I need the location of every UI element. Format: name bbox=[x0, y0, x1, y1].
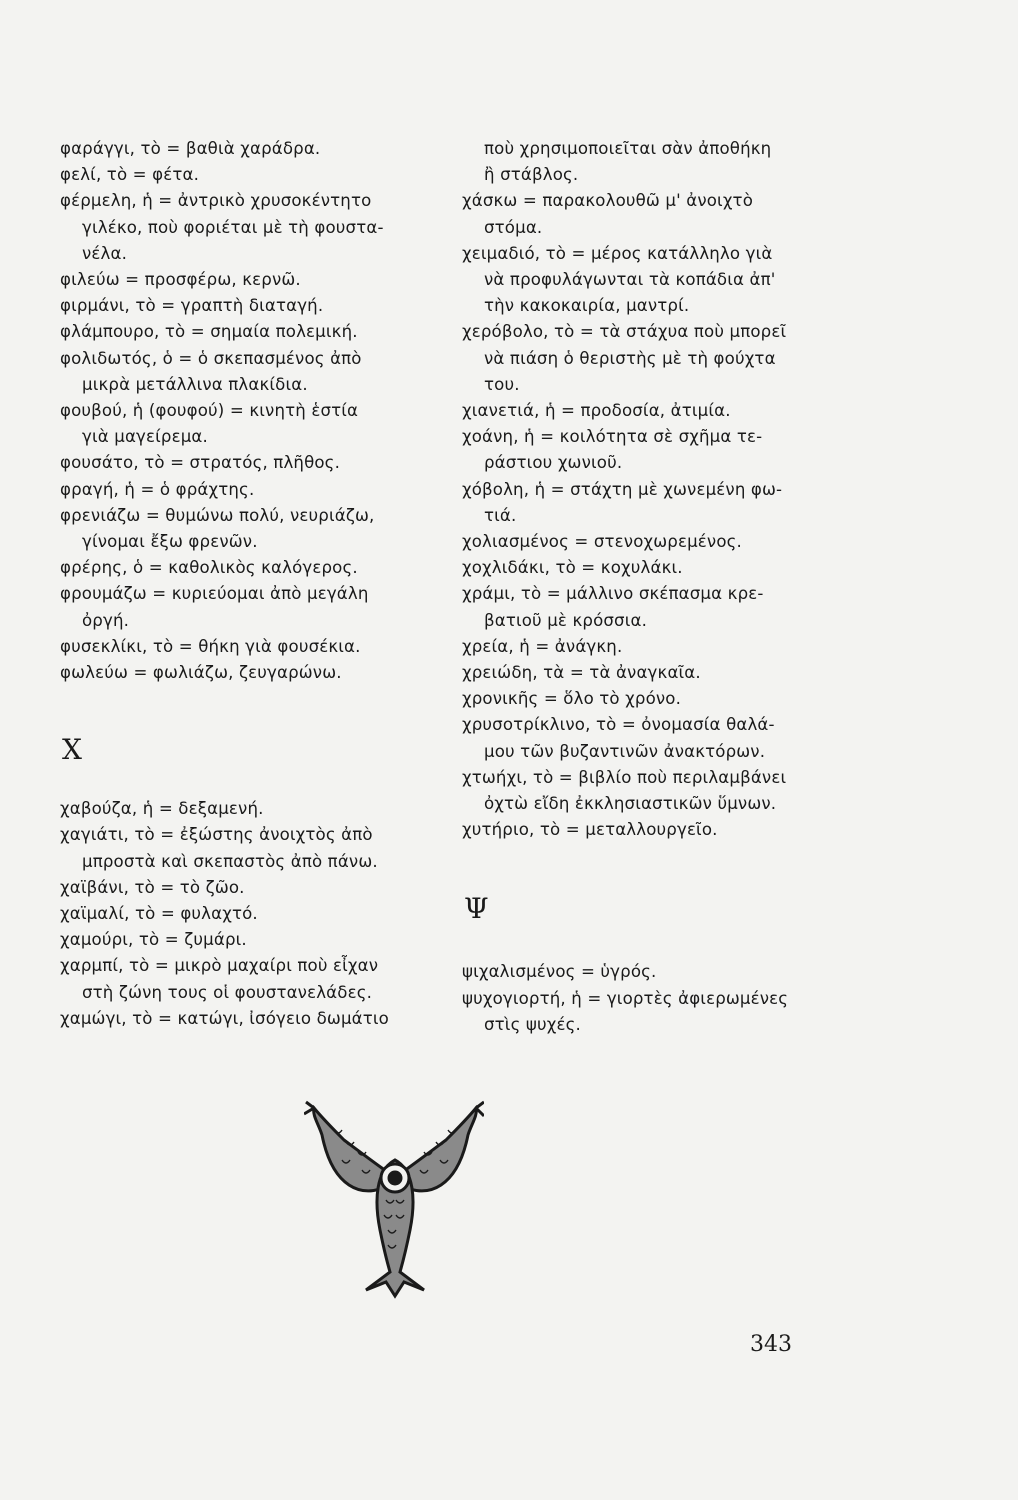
right-column bbox=[462, 136, 802, 1038]
chi-entries bbox=[60, 796, 440, 1032]
glossary-entry: χοχλιδάκι, τὸ = κοχυλάκι. bbox=[462, 558, 683, 578]
glossary-entry: χρειώδη, τὰ = τὰ ἀναγκαῖα. bbox=[462, 663, 701, 683]
glossary-entry: χράμι, τὸ = μάλλινο σκέπασμα κρε- βατιοῦ μὲ κρόσσια. bbox=[462, 584, 764, 630]
glossary-entry: φελί, τὸ = φέτα. bbox=[60, 165, 200, 185]
glossary-entry: φραγή, ἡ = ὁ φράχτης. bbox=[60, 479, 255, 499]
section-letter-chi: Χ bbox=[62, 733, 82, 767]
glossary-entry: φιρμάνι, τὸ = γραπτὴ διαταγή. bbox=[60, 296, 324, 316]
glossary-entry: χάσκω = παρακολουθῶ μ' ἀνοιχτὸ στόμα. bbox=[462, 191, 753, 237]
glossary-entry: χαμώγι, τὸ = κατώγι, ἰσόγειο δωμάτιο bbox=[60, 1008, 389, 1028]
glossary-entry: χτωήχι, τὸ = βιβλίο ποὺ περιλαμβάνει ὀχτὼ εἴδη ἐκκλησιαστικῶν ὕμνων. bbox=[462, 767, 787, 814]
glossary-entry: φρουμάζω = κυριεύομαι ἀπὸ μεγάλη ὀργή. bbox=[60, 584, 369, 630]
glossary-entry: φουσάτο, τὸ = στρατός, πλῆθος. bbox=[60, 453, 340, 473]
glossary-entry: φολιδωτός, ὁ = ὁ σκεπασμένος ἀπὸ μικρὰ μετάλλινα πλακίδια. bbox=[60, 348, 362, 394]
three-fish-icon bbox=[304, 1100, 484, 1300]
glossary-entry: φρενιάζω = θυμώνω πολύ, νευριάζω, γίνομαι ἔξω φρενῶν. bbox=[60, 505, 375, 552]
glossary-entry: χαμούρι, τὸ = ζυμάρι. bbox=[60, 930, 247, 950]
glossary-entry: ψιχαλισμένος = ὑγρός. bbox=[462, 962, 657, 982]
glossary-entry: χρυσοτρίκλινο, τὸ = ὀνομασία θαλά- μου τῶν βυζαντινῶν ἀνακτόρων. bbox=[462, 715, 775, 761]
glossary-entry: χαϊμαλί, τὸ = φυλαχτό. bbox=[60, 904, 258, 924]
glossary-entry: φιλεύω = προσφέρω, κερνῶ. bbox=[60, 270, 301, 290]
glossary-entry: φαράγγι, τὸ = βαθιὰ χαράδρα. bbox=[60, 139, 321, 158]
glossary-entry: φέρμελη, ἡ = ἀντρικὸ χρυσοκέντητο γιλέκο, ποὺ φοριέται μὲ τὴ φουστα- νέλα. bbox=[60, 191, 384, 263]
glossary-entry: ποὺ χρησιμοποιεῖται σὰν ἀποθήκη ἢ στάβλος. bbox=[484, 139, 772, 185]
left-column bbox=[60, 136, 440, 1032]
glossary-entry: χειμαδιό, τὸ = μέρος κατάλληλο γιὰ νὰ προφυλάγωνται τὰ κοπάδια ἀπ' τὴν κακοκαιρία, μαντρί. bbox=[462, 243, 776, 316]
glossary-entry: χυτήριο, τὸ = μεταλλουργεῖο. bbox=[462, 820, 718, 840]
phi-entries bbox=[60, 136, 440, 686]
glossary-entry: χαβούζα, ἡ = δεξαμενή. bbox=[60, 799, 264, 819]
glossary-entry: χοάνη, ἡ = κοιλότητα σὲ σχῆμα τε- ράστιου χωνιοῦ. bbox=[462, 427, 763, 473]
page-number: 343 bbox=[750, 1332, 792, 1357]
glossary-entry: χρονικῆς = ὅλο τὸ χρόνο. bbox=[462, 689, 682, 709]
glossary-entry: χαϊβάνι, τὸ = τὸ ζῶο. bbox=[60, 877, 245, 897]
section-letter-psi: Ψ bbox=[464, 892, 489, 926]
glossary-entry: χαρμπί, τὸ = μικρὸ μαχαίρι ποὺ εἶχαν στὴ ζώνη τους οἱ φουστανελάδες. bbox=[60, 956, 379, 1002]
glossary-entry: χιανετιά, ἡ = προδοσία, ἀτιμία. bbox=[462, 401, 731, 421]
glossary-entry: φωλεύω = φωλιάζω, ζευγαρώνω. bbox=[60, 663, 342, 683]
glossary-entry: φυσεκλίκι, τὸ = θήκη γιὰ φουσέκια. bbox=[60, 636, 361, 656]
glossary-entry: φουβού, ἡ (φουφού) = κινητὴ ἑστία γιὰ μαγείρεμα. bbox=[60, 401, 359, 447]
chi-entries-continued bbox=[462, 136, 802, 843]
glossary-entry: χερόβολο, τὸ = τὰ στάχυα ποὺ μπορεῖ νὰ πιάση ὁ θεριστὴς μὲ τὴ φούχτα του. bbox=[462, 322, 787, 394]
glossary-entry: ψυχογιορτή, ἡ = γιορτὲς ἀφιερωμένες στὶς ψυχές. bbox=[462, 988, 789, 1034]
glossary-entry: φλάμπουρο, τὸ = σημαία πολεμική. bbox=[60, 322, 358, 342]
glossary-entry: χολιασμένος = στενοχωρεμένος. bbox=[462, 532, 742, 552]
glossary-entry: φρέρης, ὁ = καθολικὸς καλόγερος. bbox=[60, 558, 358, 578]
glossary-entry: χόβολη, ἡ = στάχτη μὲ χωνεμένη φω- τιά. bbox=[462, 479, 783, 525]
glossary-entry: χαγιάτι, τὸ = ἐξώστης ἀνοιχτὸς ἀπὸ μπροστὰ καὶ σκεπαστὸς ἀπὸ πάνω. bbox=[60, 825, 378, 871]
glossary-entry: χρεία, ἡ = ἀνάγκη. bbox=[462, 636, 623, 656]
psi-entries bbox=[462, 959, 802, 1038]
